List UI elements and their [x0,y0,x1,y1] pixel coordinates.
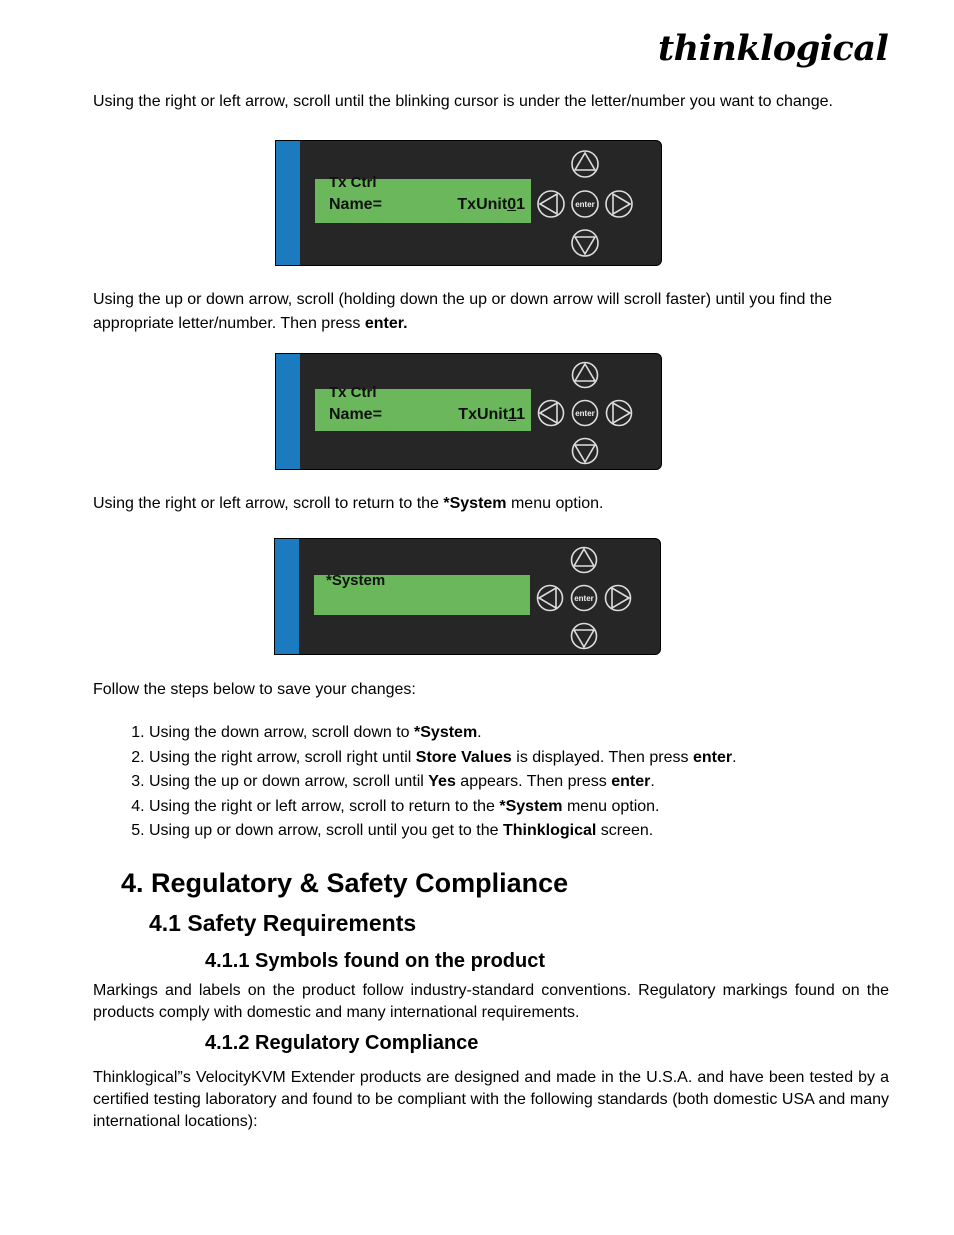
list-item: 2. Using the right arrow, scroll right until Store Values is displayed. Then press enter. [149,746,737,771]
compliance-paragraph: Thinklogical”s VelocityKVM Extender products are designed and made in the U.S.A. and have been tested by a certified testing laboratory and found to be compliant with the following standards (both domestic USA and many international locations): [93,1069,889,1130]
up-arrow-button[interactable] [572,548,597,573]
instruction-paragraph-4: Follow the steps below to save your changes: [93,681,416,698]
lcd-line-2-label: Name= [329,196,382,213]
lcd-panel-3 [274,538,661,655]
svg-text:enter: enter [575,409,595,418]
up-arrow-button[interactable] [573,363,598,388]
lcd-display [314,572,530,615]
instruction-paragraph-1: Using the right or left arrow, scroll until the blinking cursor is under the letter/number you want to change. [93,93,833,110]
panel-stripe [276,141,300,265]
lcd-line-2-value: TxUnit11 [458,406,525,423]
blinking-cursor: 1 [508,406,517,423]
left-arrow-button[interactable] [539,401,564,426]
enter-button[interactable] [572,586,597,611]
lcd-display [315,384,531,431]
navigation-keypad [536,357,636,469]
navigation-keypad [536,147,636,261]
right-arrow-button[interactable] [606,586,631,611]
list-item: 5. Using up or down arrow, scroll until you get to the Thinklogical screen. [149,819,737,844]
section-heading-4-1-1: 4.1.1 Symbols found on the product [205,950,546,972]
lcd-display [315,174,531,223]
down-arrow-button[interactable] [573,439,598,464]
right-arrow-button[interactable] [606,191,632,217]
lcd-line-1: Tx Ctrl [329,174,377,191]
lcd-line-1: *System [326,572,386,589]
thinklogical-logo: thinklogical [658,28,889,69]
lcd-line-2-label: Name= [329,406,382,423]
lcd-line-1: Tx Ctrl [329,384,377,401]
symbols-paragraph: Markings and labels on the product follow industry-standard conventions. Regulatory markings found on the products comply with domestic and many international requirements. [93,982,889,1021]
left-arrow-button[interactable] [538,191,564,217]
section-heading-4: 4. Regulatory & Safety Compliance [121,868,569,898]
up-arrow-button[interactable] [572,151,598,177]
down-arrow-button[interactable] [572,624,597,649]
list-item: 1. Using the down arrow, scroll down to *System. [149,721,737,746]
panel-stripe [275,539,299,654]
section-heading-4-1: 4.1 Safety Requirements [149,910,417,936]
instruction-paragraph-3: Using the right or left arrow, scroll to return to the *System menu option. [93,495,604,512]
list-item: 3. Using the up or down arrow, scroll until Yes appears. Then press enter. [149,770,737,795]
lcd-panel-1 [275,140,662,266]
lcd-line-2-value: TxUnit01 [457,196,525,213]
svg-text:enter: enter [574,594,594,603]
panel-stripe [276,354,300,469]
svg-text:enter: enter [575,200,595,209]
blinking-cursor: 0 [507,196,517,213]
down-arrow-button[interactable] [572,230,598,256]
left-arrow-button[interactable] [538,586,563,611]
instruction-paragraph-2: Using the up or down arrow, scroll (holding down the up or down arrow will scroll faster) until you find the appropriate letter/number. Then press enter. [93,291,833,332]
navigation-keypad [535,542,635,654]
section-heading-4-1-2: 4.1.2 Regulatory Compliance [205,1032,479,1054]
lcd-panel-2 [275,353,662,470]
save-steps-list [93,721,737,844]
enter-button[interactable] [572,191,598,217]
enter-button[interactable] [573,401,598,426]
list-item: 4. Using the right or left arrow, scroll to return to the *System menu option. [149,795,737,820]
right-arrow-button[interactable] [607,401,632,426]
